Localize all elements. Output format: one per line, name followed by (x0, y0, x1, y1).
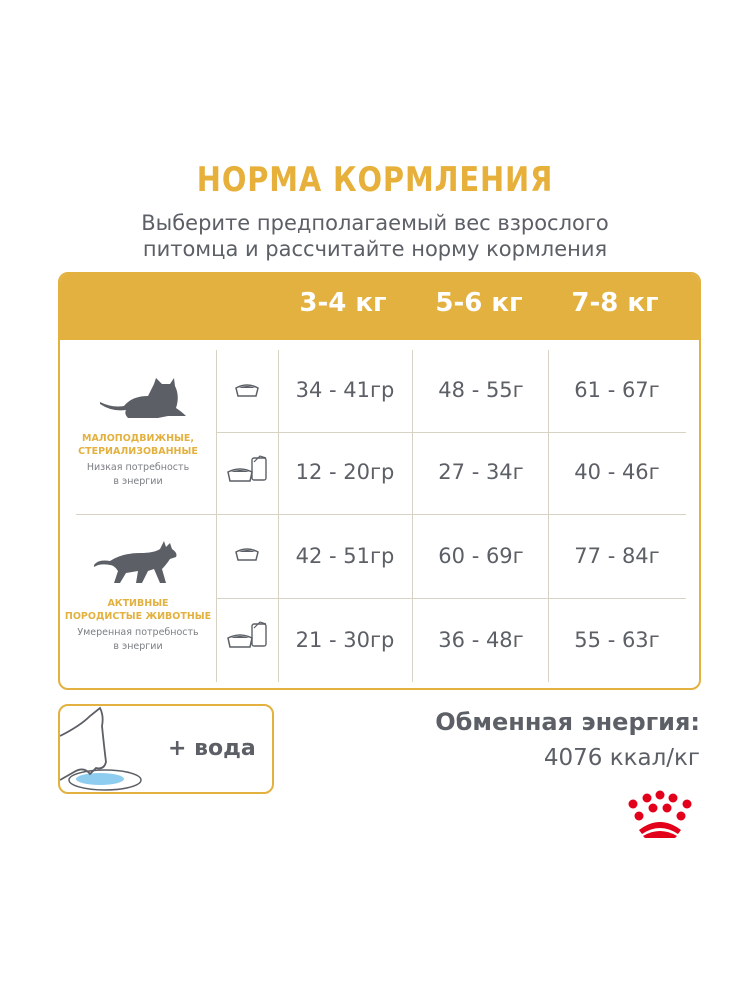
subtitle (0, 210, 750, 262)
value-cell: 40 - 46г (574, 460, 660, 484)
column-header-3-4kg: 3-4 кг (299, 288, 387, 318)
dry-food-bowl-icon (232, 382, 262, 398)
group-description (60, 461, 216, 489)
page-title: НОРМА КОРМЛЕНИЯ (196, 160, 554, 200)
bowl-and-pouch-icon (226, 620, 270, 650)
lying-cat-icon (98, 378, 188, 420)
value-cell: 55 - 63г (574, 628, 660, 652)
group-desc-line: Низкая потребность (86, 462, 190, 473)
energy-label: Обменная энергия: (435, 708, 700, 736)
column-header-7-8kg: 7-8 кг (571, 288, 659, 318)
value-cell: 77 - 84г (574, 544, 660, 568)
value-cell: 61 - 67г (574, 378, 660, 402)
subtitle-line-1: Выберите предполагаемый вес взрослого (141, 211, 609, 235)
group-title-line: СТЕРИАЛИЗОВАННЫЕ (78, 446, 198, 457)
energy-value: 4076 ккал/кг (543, 745, 700, 771)
divider (548, 350, 549, 682)
walking-cat-icon (92, 539, 188, 585)
value-cell: 34 - 41гр (295, 378, 395, 402)
royal-canin-crown-logo (625, 790, 695, 838)
group-title-line: МАЛОПОДВИЖНЫЕ, (82, 433, 194, 444)
divider (412, 350, 413, 682)
value-cell: 36 - 48г (438, 628, 524, 652)
group-description (60, 626, 216, 654)
water-box (58, 704, 274, 794)
group-title (60, 432, 216, 458)
cat-drinking-icon (60, 706, 160, 794)
divider (216, 350, 217, 682)
value-cell: 48 - 55г (438, 378, 524, 402)
divider (216, 598, 686, 599)
value-cell: 42 - 51гр (295, 544, 395, 568)
dry-food-bowl-icon (232, 546, 262, 562)
divider (216, 432, 686, 433)
group-title (60, 597, 216, 623)
value-cell: 12 - 20гр (295, 460, 395, 484)
value-cell: 60 - 69г (438, 544, 524, 568)
feeding-table (58, 272, 701, 690)
bowl-and-pouch-icon (226, 454, 270, 484)
column-header-5-6kg: 5-6 кг (435, 288, 523, 318)
group-desc-line: Умеренная потребность (77, 627, 199, 638)
subtitle-line-2: питомца и рассчитайте норму кормления (142, 237, 608, 261)
group-desc-line: в энергии (113, 641, 163, 652)
water-label: + вода (168, 736, 256, 761)
value-cell: 21 - 30гр (295, 628, 395, 652)
group-title-line: АКТИВНЫЕ (107, 598, 169, 609)
group-desc-line: в энергии (113, 476, 163, 487)
group-title-line: ПОРОДИСТЫЕ ЖИВОТНЫЕ (64, 611, 212, 622)
table-header (60, 274, 699, 340)
divider (76, 514, 686, 515)
value-cell: 27 - 34г (438, 460, 524, 484)
